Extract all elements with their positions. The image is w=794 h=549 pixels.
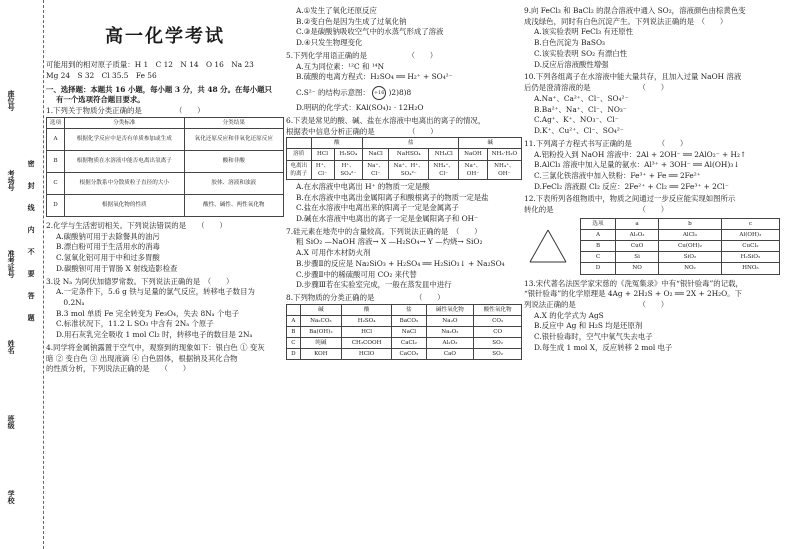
- option: A.该实验表明 FeCl₃ 有还原性: [534, 27, 633, 37]
- table-header: 酸: [311, 138, 362, 149]
- seal-margin: [0, 0, 44, 549]
- table-header: 盐: [363, 138, 459, 149]
- option: B.Ba²⁺、Na⁺、Cl⁻、NO₃⁻: [534, 104, 627, 114]
- table-cell: B: [47, 150, 65, 172]
- table-cell: 溶质: [287, 149, 312, 160]
- table-cell: 酸和非酸: [184, 150, 283, 172]
- table-cell: 纯碱: [300, 338, 341, 349]
- atomic-mass-line: 可能用到的相对原子质量：H 1 C 12 N 14 O 16 Na 23: [46, 60, 254, 70]
- question-13-stem: 列说法正确的是 （ ）: [524, 299, 669, 309]
- table-cell: Na₂O: [426, 315, 474, 326]
- table-cell: 根据氧化物的性质: [65, 194, 185, 216]
- table-cell: Na₂CO₃: [300, 315, 341, 326]
- option: B.在水溶液中电离出金属阳离子和酸根离子的物质一定是盐: [296, 192, 489, 202]
- table-header: 选项: [581, 218, 616, 229]
- option: 0.2Nₐ: [56, 298, 85, 308]
- table-header: 分类标准: [65, 117, 185, 128]
- table-cell: 根据物质在水溶液中能否电离出氢离子: [65, 150, 185, 172]
- option: B.硫酸的电离方程式：H₂SO₄ ══ H₂⁺ + SO₄²⁻: [296, 72, 453, 82]
- table-cell: A: [581, 230, 616, 241]
- margin-label-name: 姓名: [7, 340, 17, 354]
- triangle-diagram: [524, 224, 572, 268]
- table-cell: A: [287, 315, 301, 326]
- table-cell: A: [47, 128, 65, 150]
- question-10-stem: 10.下列各组离子在水溶液中能大量共存，且加入过量 NaOH 溶液: [524, 72, 742, 82]
- table-cell: 氧化还原反应和非氧化还原反应: [184, 128, 283, 150]
- exam-title: 高一化学考试: [105, 26, 225, 47]
- question-12-stem: 12.下表所列各组物质中，物质之间通过一步反应能实现如图所示: [524, 194, 736, 204]
- question-10-stem: 后仍是澄清溶液的是 （ ）: [524, 83, 669, 93]
- table-cell: CaCO₃: [392, 349, 426, 360]
- option: A.X 的化学式为 AgS: [534, 310, 604, 320]
- table-cell: Na⁺、Cl⁻: [363, 160, 389, 179]
- question-13-stem: 13.宋代著名法医学家宋慈的《洗冤集录》中有“银针验毒”的记载，: [524, 278, 743, 288]
- option: D.步骤Ⅲ若在实验室完成，一般在蒸发皿中进行: [296, 280, 452, 290]
- column-2: [286, 6, 522, 360]
- table-cell: BaCO₃: [392, 315, 426, 326]
- option: D.碱在水溶液中电离出的离子一定是金属阳离子和 OH⁻: [296, 213, 478, 223]
- table-cell: C: [287, 338, 301, 349]
- table-cell: 电离出的离子: [287, 160, 312, 179]
- table-cell: C: [581, 252, 616, 263]
- table-header: 选项: [47, 117, 65, 128]
- option: A.互为同位素：¹²C 和 ¹⁴N: [296, 61, 385, 71]
- table-cell: Al₂O₃: [426, 338, 474, 349]
- table-header: c: [721, 218, 779, 229]
- seal-char: 不: [27, 248, 37, 255]
- table-cell: NH₃·H₂O: [487, 149, 521, 160]
- table-cell: SO₂: [474, 349, 522, 360]
- question-13-stem: “银针验毒”的化学原理是 4Ag + 2H₂S + O₂ ══ 2X + 2H₂O。下: [524, 289, 742, 299]
- option: B.反应中 Ag 和 H₂S 均是还原剂: [534, 321, 643, 331]
- table-header: 分类结果: [184, 117, 283, 128]
- question-6-stem: 根据表中信息分析正确的是 （ ）: [286, 126, 438, 136]
- question-6-table: [286, 137, 522, 179]
- table-cell: Na⁺、OH⁻: [459, 160, 487, 179]
- table-cell: CuO: [616, 241, 659, 252]
- option: A.碳酸钠可用于去除餐具的油污: [56, 231, 160, 241]
- table-cell: D: [581, 263, 616, 274]
- option: A.Na⁺、Ca²⁺、Cl⁻、SO₄²⁻: [534, 93, 629, 103]
- seal-char: 密: [27, 160, 37, 167]
- column-3: [524, 6, 790, 354]
- table-cell: HNO₃: [721, 263, 779, 274]
- question-12-stem: 转化的是 （ ）: [524, 205, 669, 215]
- table-header: a: [616, 218, 659, 229]
- option: A.一定条件下，5.6 g 铁与足量的氯气反应，转移电子数目为: [56, 287, 255, 297]
- option: B.AlCl₃ 溶液中加入足量的氨水：Al³⁺ + 3OH⁻ ══ Al(OH)₃↓: [534, 160, 740, 170]
- option: B.漂白粉可用于生活用水的消毒: [56, 242, 160, 252]
- margin-label-id: 准考证号: [7, 250, 17, 278]
- table-cell: HCl: [311, 149, 334, 160]
- option: B.3 mol 单质 Fe 完全转变为 Fe₃O₄，失去 8Nₐ 个电子: [56, 308, 240, 318]
- table-cell: NaHSO₄: [389, 149, 429, 160]
- seal-char: 封: [27, 182, 37, 189]
- table-cell: NO₂: [659, 263, 722, 274]
- question-4-stem: 的性质分析，下列说法正确的是 （ ）: [46, 364, 191, 374]
- option: D.明矾的化学式：KAl(SO₄)₂ · 12H₂O: [296, 103, 424, 113]
- option: C.标准状况下，11.2 L SO₃ 中含有 2Nₐ 个原子: [56, 319, 214, 329]
- option: A.铝粉投入到 NaOH 溶液中：2Al + 2OH⁻ ══ 2AlO₂⁻ + H₂↑: [534, 149, 747, 159]
- question-8-table: [286, 304, 522, 361]
- sulfur-ion-diagram: +16: [372, 86, 386, 100]
- table-cell: CuCl₂: [721, 241, 779, 252]
- table-header: [287, 304, 301, 315]
- table-cell: CO₂: [474, 315, 522, 326]
- option: D.每生成 1 mol X，反应转移 2 mol 电子: [534, 342, 673, 352]
- option: D.FeCl₂ 溶液跟 Cl₂ 反应：2Fe²⁺ + Cl₂ ══ 2Fe³⁺ + 2Cl⁻: [534, 181, 729, 191]
- question-2-stem: 2.化学与生活密切相关。下列说法错误的是 （ ）: [46, 220, 227, 230]
- table-cell: D: [287, 349, 301, 360]
- table-header: 碱: [300, 304, 341, 315]
- table-cell: SiO₂: [659, 252, 722, 263]
- question-9-stem: 9.向 FeCl₃ 和 BaCl₂ 的混合溶液中通入 SO₂，溶液颜色由棕黄色变: [524, 6, 746, 15]
- question-4-stem: 暗 ② 变白色 ③ 出现液滴 ④ 白色固体，根据钠及其化合物: [46, 353, 238, 363]
- table-cell: KOH: [300, 349, 341, 360]
- table-cell: NaCl: [392, 327, 426, 338]
- table-cell: 根据化学反应中是否有单质参加或生成: [65, 128, 185, 150]
- option: D.K⁺、Cu²⁺、Cl⁻、SO₄²⁻: [534, 126, 624, 136]
- question-11-stem: 11.下列离子方程式书写正确的是 （ ）: [524, 138, 688, 148]
- table-cell: 酸性、碱性、两性氧化物: [184, 194, 283, 216]
- option: C.三氯化铁溶液中加入铁粉：Fe³⁺ + Fe ══ 2Fe²⁺: [534, 171, 701, 181]
- table-cell: H⁺、SO₄²⁻: [334, 160, 363, 179]
- table-cell: Ba(OH)₂: [300, 327, 341, 338]
- option: B.步骤Ⅱ的反应是 Na₂SiO₃ + H₂SO₄ ══ H₂SiO₃↓ + Na₂SO₄: [296, 258, 505, 268]
- question-6-stem: 6.下表是常见的酸、碱、盐在水溶液中电离出的离子的情况，: [286, 115, 486, 125]
- question-1-stem: 1.下列关于物质分类正确的是 （ ）: [46, 106, 205, 116]
- table-cell: B: [287, 327, 301, 338]
- flow-scheme: 粗 SiO₂ —NaOH 溶液→ X —H₂SO₄→ Y —灼烧→ SiO₂: [296, 237, 483, 247]
- seal-char: 线: [27, 204, 37, 211]
- option: D.反应后溶液酸性增强: [534, 59, 609, 69]
- table-cell: Na₂O₂: [426, 327, 474, 338]
- seal-char: 答: [27, 292, 37, 299]
- table-header: 碱: [459, 138, 522, 149]
- question-12-table: [580, 218, 780, 275]
- question-4-stem: 4.同学将金属钠露置于空气中，观察到的现象如下：银白色 ① 变灰: [46, 342, 265, 352]
- table-cell: Cu(OH)₂: [659, 241, 722, 252]
- section-heading: 一、选择题：本题共 16 小题，每小题 3 分，共 48 分。在每小题只: [46, 84, 272, 94]
- table-cell: CH₃COOH: [342, 338, 392, 349]
- table-cell: H₂SO₄: [334, 149, 363, 160]
- margin-label-room: 考场号: [7, 170, 17, 191]
- seal-char: 题: [27, 314, 37, 321]
- table-cell: NH₄⁺、Cl⁻: [429, 160, 459, 179]
- table-cell: Si: [616, 252, 659, 263]
- table-cell: Al(OH)₃: [721, 230, 779, 241]
- seal-char: 要: [27, 270, 37, 277]
- question-8-stem: 8.下列物质的分类正确的是 （ ）: [286, 293, 445, 303]
- question-9-stem: 成浅绿色，同时有白色沉淀产生。下列说法正确的是 （ ）: [524, 16, 728, 26]
- option-text: C.S²⁻ 的结构示意图：: [296, 88, 370, 98]
- table-cell: H⁺、Cl⁻: [311, 160, 334, 179]
- option: A.X 可用作木材防火剂: [296, 248, 371, 258]
- table-cell: Na⁺、H⁺、SO₄²⁻: [389, 160, 429, 179]
- option: B.②变白色是因为生成了过氧化钠: [296, 16, 407, 26]
- margin-label-seat: 座位号: [7, 90, 17, 111]
- table-cell: Al₂O₃: [616, 230, 659, 241]
- table-cell: B: [581, 241, 616, 252]
- table-cell: C: [47, 172, 65, 194]
- table-cell: HClO: [342, 349, 392, 360]
- margin-label-school: 学校: [7, 490, 17, 504]
- question-1-table: [46, 117, 284, 217]
- table-cell: HCl: [342, 327, 392, 338]
- table-header: [287, 138, 312, 149]
- table-cell: NO: [616, 263, 659, 274]
- table-header: b: [659, 218, 722, 229]
- column-1: [46, 6, 284, 375]
- table-cell: 根据分散系中分散质粒子直径的大小: [65, 172, 185, 194]
- option: C.该实验表明 SO₂ 有漂白性: [534, 48, 628, 58]
- option: C.步骤Ⅱ中的稀硫酸可用 CO₂ 来代替: [296, 269, 417, 279]
- table-cell: NH₄⁺、OH⁻: [487, 160, 521, 179]
- option: A.在水溶液中电离出 H⁺ 的物质一定是酸: [296, 181, 430, 191]
- atomic-mass-line: Mg 24 S 32 Cl 35.5 Fe 56: [46, 70, 157, 80]
- question-7-stem: 7.硅元素在地壳中的含量较高。下列说法正确的是 （ ）: [286, 226, 482, 236]
- table-cell: NH₄Cl: [429, 149, 459, 160]
- table-cell: SO₂: [474, 338, 522, 349]
- option: B.白色沉淀为 BaSO₃: [534, 38, 606, 48]
- table-header: 酸: [342, 304, 392, 315]
- table-cell: CO: [474, 327, 522, 338]
- seal-char: 内: [27, 226, 37, 233]
- option: C.银针验毒时，空气中氧气失去电子: [534, 332, 653, 342]
- option: A.①发生了氧化还原反应: [296, 6, 377, 15]
- question-5-stem: 5.下列化学用语正确的是 （ ）: [286, 50, 438, 60]
- table-header: 盐: [392, 304, 426, 315]
- option: D.碳酸钡可用于胃肠 X 射线造影检查: [56, 263, 178, 273]
- option: C.氢氧化铝可用于中和过多胃酸: [56, 253, 160, 263]
- table-header: 酸性氧化物: [474, 304, 522, 315]
- table-cell: NaOH: [459, 149, 487, 160]
- option: C.Ag⁺、K⁺、NO₃⁻、Cl⁻: [534, 115, 619, 125]
- table-cell: AlCl₃: [659, 230, 722, 241]
- option: D.用石灰乳完全吸收 1 mol Cl₂ 时，转移电子的数目是 2Nₐ: [56, 330, 253, 340]
- table-cell: H₂SiO₃: [721, 252, 779, 263]
- option: C.盐在水溶液中电离出来的阳离子一定是金属离子: [296, 203, 459, 213]
- table-cell: CaO: [426, 349, 474, 360]
- margin-label-class: 班级: [7, 415, 17, 429]
- electron-shells: )2)8)8: [388, 88, 412, 98]
- option: C.③是碳酸钠吸收空气中的水蒸气形成了溶液: [296, 27, 444, 37]
- table-header: 碱性氧化物: [426, 304, 474, 315]
- table-cell: D: [47, 194, 65, 216]
- table-cell: CaCl₂: [392, 338, 426, 349]
- table-cell: NaCl: [363, 149, 389, 160]
- section-heading: 有一个选项符合题目要求。: [56, 95, 145, 105]
- question-3-stem: 3.设 Nₐ 为阿伏加德罗常数。下列说法正确的是 （ ）: [46, 276, 234, 286]
- option: [286, 83, 522, 103]
- option: D.④只发生物理变化: [296, 38, 363, 48]
- table-cell: H₂SO₄: [342, 315, 392, 326]
- table-cell: 胶体、溶液和浊液: [184, 172, 283, 194]
